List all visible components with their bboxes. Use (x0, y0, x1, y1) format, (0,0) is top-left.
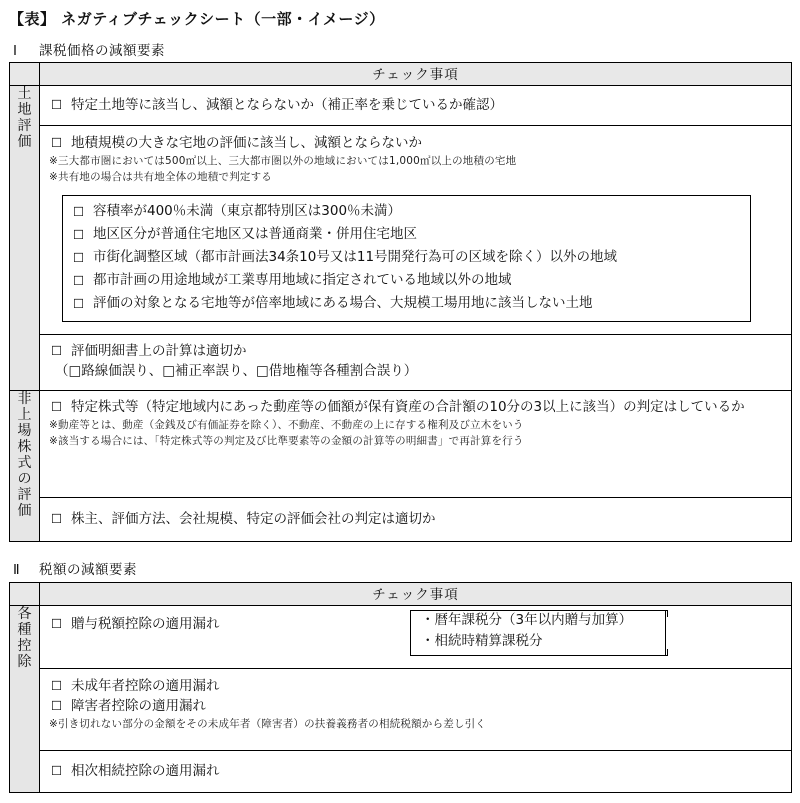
s2-row-1-text: 贈与税額控除の適用漏れ (71, 616, 220, 632)
section2-heading (13, 558, 137, 578)
section1-table (9, 62, 792, 542)
s1-row-3-text: 評価明細書上の計算は適切か (71, 343, 247, 359)
category-deduction-label: 各種控除 (17, 606, 32, 670)
checkbox-icon[interactable]: ☐ (51, 97, 63, 112)
section1-heading (13, 39, 165, 59)
checkbox-icon[interactable]: ☐ (51, 616, 63, 631)
s1-row-4-note-1: ※動産等とは、動産（金銭及び有価証券を除く）、不動産、不動産の上に存する権利及び立木をいう (49, 419, 524, 431)
s2-row-4 (40, 751, 792, 793)
section1-header: チェック事項 (40, 63, 792, 86)
checkbox-icon[interactable]: ☐ (51, 343, 63, 358)
checkbox-icon[interactable]: ☐ (51, 135, 63, 150)
checkbox-icon[interactable]: ☐ (73, 296, 85, 311)
section2-number: Ⅱ (13, 562, 21, 578)
gift-tax-bracket (410, 610, 666, 656)
s2-row-4-text: 相次相続控除の適用漏れ (71, 763, 220, 779)
s2-row-3-note: ※引き切れない部分の金額をその未成年者（障害者）の扶養義務者の相続税額から差し引く (49, 718, 486, 730)
criteria-item (73, 269, 740, 292)
s1-row-2-text: 地積規模の大きな宅地の評価に該当し、減額とならないか (71, 135, 422, 151)
section1-heading-text: 課税価格の減額要素 (39, 43, 165, 59)
s1-row-3-detail: （□路線価誤り、□補正率誤り、□借地権等各種割合誤り） (55, 363, 418, 379)
s1-row-5 (40, 498, 792, 542)
category-stock (10, 391, 40, 542)
checkbox-icon[interactable]: ☐ (51, 511, 63, 526)
category-deduction (10, 606, 40, 793)
s1-row-2 (40, 126, 792, 335)
s1-row-1-text: 特定土地等に該当し、減額とならないか（補正率を乗じているか確認） (71, 97, 503, 113)
category-stock-label: 非上場株式の評価 (17, 391, 32, 519)
s1-row-1 (40, 86, 792, 126)
checkbox-icon[interactable]: ☐ (73, 227, 85, 242)
checkbox-icon[interactable]: ☐ (73, 273, 85, 288)
criteria-text: 評価の対象となる宅地等が倍率地域にある場合、大規模工場用地に該当しない土地 (93, 295, 593, 311)
criteria-text: 地区区分が普通住宅地区又は普通商業・併用住宅地区 (93, 226, 417, 242)
category-land (10, 86, 40, 391)
criteria-item (73, 200, 740, 223)
criteria-item (73, 246, 740, 269)
section1-corner-cell (10, 63, 40, 86)
s2-row-1 (40, 606, 792, 669)
s1-row-2-note-1: ※三大都市圏においては500㎡以上、三大都市圏以外の地域においては1,000㎡以上の地積の宅地 (49, 155, 517, 167)
s2-row-2 (40, 669, 792, 751)
section2-corner-cell (10, 583, 40, 606)
s1-row-2-note-2: ※共有地の場合は共有地全体の地積で判定する (49, 171, 272, 183)
checkbox-icon[interactable]: ☐ (51, 399, 63, 414)
checkbox-icon[interactable]: ☐ (73, 204, 85, 219)
s2-row-2-text: 未成年者控除の適用漏れ (71, 678, 220, 694)
section2-table (9, 582, 792, 793)
section1-number: Ⅰ (13, 43, 18, 59)
s1-row-4-note-2: ※該当する場合には、「特定株式等の判定及び比準要素等の金額の計算等の明細書」で再計算を行う (49, 435, 524, 447)
s1-row-5-text: 株主、評価方法、会社規模、特定の評価会社の判定は適切か (71, 511, 436, 527)
criteria-box (62, 195, 751, 322)
checkbox-icon[interactable]: ☐ (51, 678, 63, 693)
gift-tax-item-2: ・相続時精算課税分 (421, 633, 543, 649)
s1-row-4 (40, 391, 792, 498)
s2-row-3-text: 障害者控除の適用漏れ (71, 698, 206, 714)
criteria-text: 市街化調整区域（都市計画法34条10号又は11号開発行為可の区域を除く）以外の地域 (93, 249, 618, 265)
s1-row-3 (40, 335, 792, 391)
s1-row-4-text: 特定株式等（特定地域内にあった動産等の価額が保有資産の合計額の10分の3以上に該当）の判定はしているか (71, 399, 745, 415)
criteria-item (73, 223, 740, 246)
checkbox-icon[interactable]: ☐ (73, 250, 85, 265)
checkbox-icon[interactable]: ☐ (51, 698, 63, 713)
document-title: 【表】 ネガティブチェックシート（一部・イメージ） (9, 10, 385, 28)
section2-header: チェック事項 (40, 583, 792, 606)
gift-tax-item-1: ・暦年課税分（3年以内贈与加算） (421, 612, 633, 628)
criteria-item (73, 292, 740, 315)
criteria-text: 容積率が400％未満（東京都特別区は300％未満） (93, 203, 402, 219)
criteria-text: 都市計画の用途地域が工業専用地域に指定されている地域以外の地域 (93, 272, 512, 288)
section2-heading-text: 税額の減額要素 (39, 562, 137, 578)
checkbox-icon[interactable]: ☐ (51, 763, 63, 778)
category-land-label: 土地評価 (17, 86, 32, 150)
